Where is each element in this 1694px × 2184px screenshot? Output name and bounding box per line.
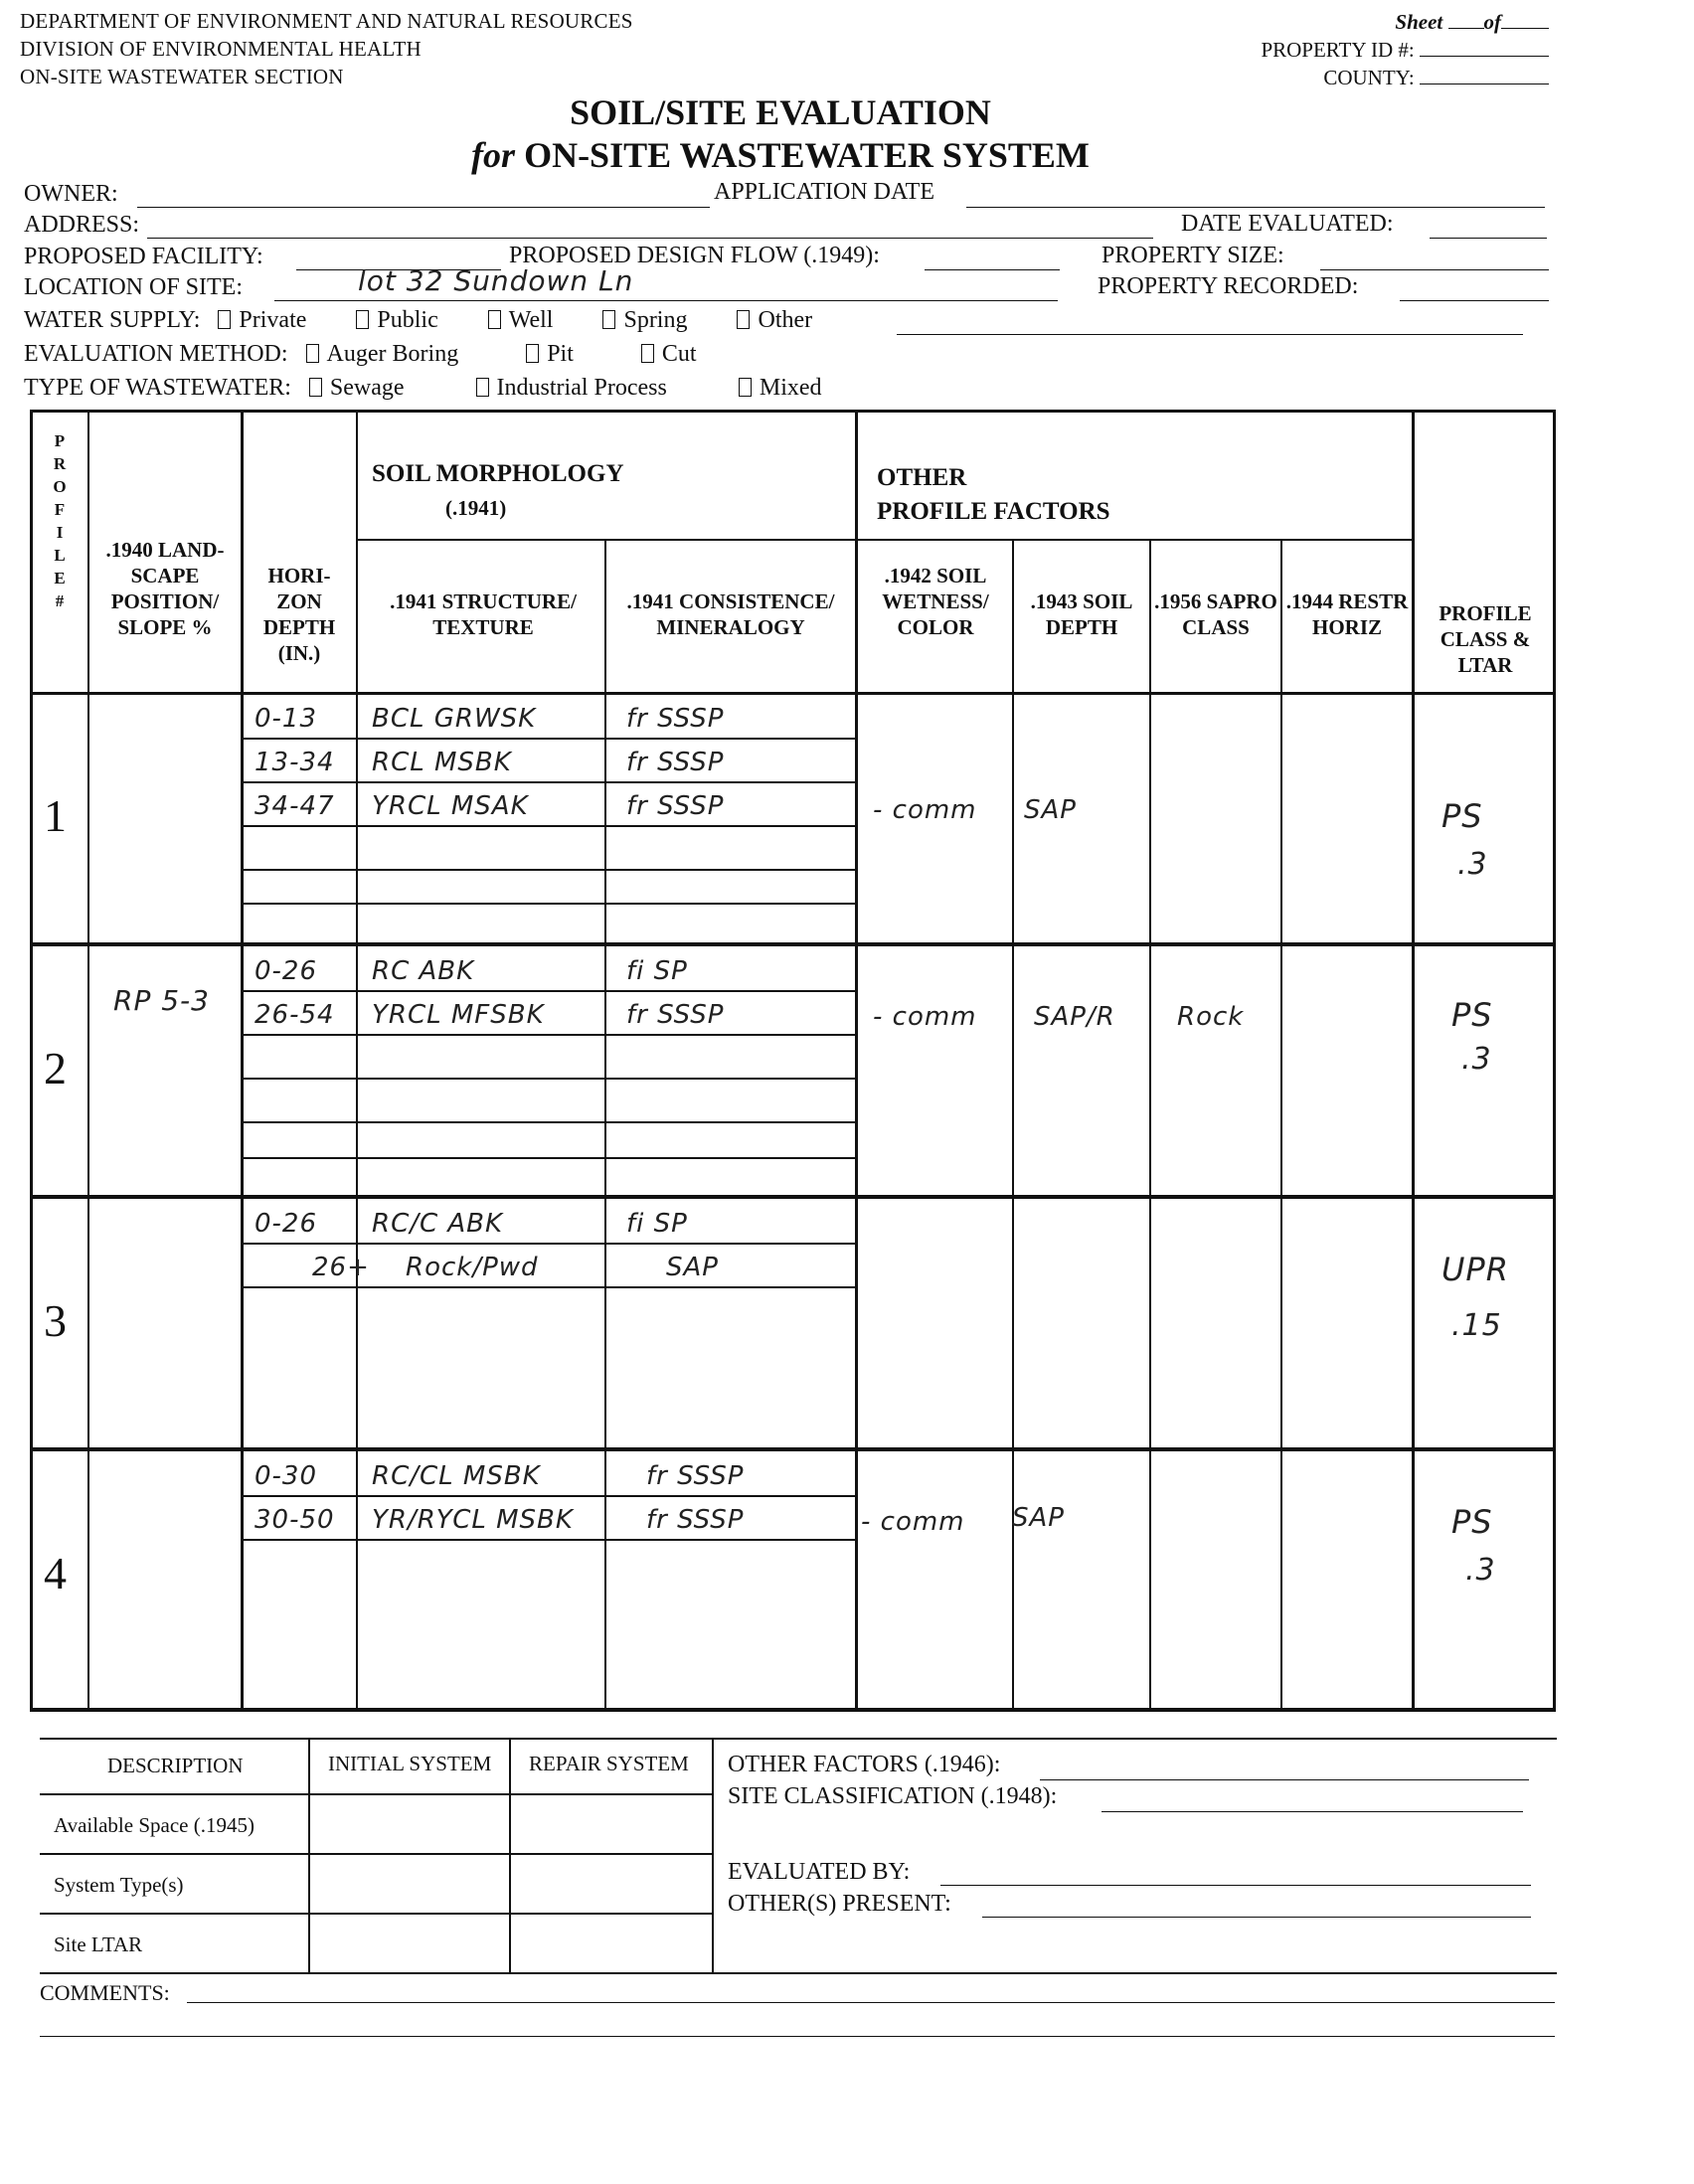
spring-checkbox[interactable] bbox=[602, 310, 615, 329]
summary-col-description: DESCRIPTION bbox=[107, 1754, 244, 1777]
other-factors-label: OTHER FACTORS (.1946): bbox=[728, 1752, 1001, 1777]
wetness-header: .1942 SOIL WETNESS/ COLOR bbox=[882, 564, 989, 639]
industrial-process-checkbox[interactable] bbox=[476, 378, 489, 397]
p1-r3-structure: YRCL MSAK bbox=[372, 791, 529, 821]
evaluation-method-row: EVALUATION METHOD: Auger Boring Pit Cut bbox=[24, 341, 697, 367]
p3-r1-depth: 0-26 bbox=[254, 1209, 318, 1239]
p2-r1-depth: 0-26 bbox=[254, 956, 318, 986]
p1-r1-structure: BCL GRWSK bbox=[372, 704, 537, 734]
owner-label: OWNER: bbox=[24, 181, 118, 207]
property-recorded-line[interactable] bbox=[1400, 300, 1549, 301]
p3-r2-depth: 26+ bbox=[312, 1253, 370, 1282]
well-checkbox[interactable] bbox=[488, 310, 501, 329]
other-factors-header-2: PROFILE FACTORS bbox=[877, 498, 1110, 525]
p2-r2-structure: YRCL MFSBK bbox=[372, 1000, 545, 1030]
agency-line-2: DIVISION OF ENVIRONMENTAL HEALTH bbox=[20, 37, 422, 61]
address-label: ADDRESS: bbox=[24, 212, 140, 238]
p3-ltar: .15 bbox=[1451, 1308, 1502, 1343]
property-id-field[interactable]: PROPERTY ID #: bbox=[1261, 38, 1549, 63]
public-checkbox[interactable] bbox=[356, 310, 369, 329]
property-size-line[interactable] bbox=[1320, 269, 1549, 270]
summary-row-available-space: Available Space (.1945) bbox=[54, 1813, 254, 1837]
restr-header: .1944 RESTR HORIZ bbox=[1285, 589, 1409, 639]
comments-label: COMMENTS: bbox=[40, 1980, 170, 2005]
mixed-checkbox[interactable] bbox=[739, 378, 752, 397]
sheet-label: Sheet of bbox=[1395, 10, 1549, 35]
design-flow-label: PROPOSED DESIGN FLOW (.1949): bbox=[509, 243, 880, 268]
p1-r1-depth: 0-13 bbox=[254, 704, 318, 734]
county-field[interactable]: COUNTY: bbox=[1323, 66, 1549, 90]
summary-row-site-ltar: Site LTAR bbox=[54, 1932, 143, 1956]
p1-r2-depth: 13-34 bbox=[254, 748, 335, 777]
agency-line-1: DEPARTMENT OF ENVIRONMENT AND NATURAL RESOURCES bbox=[20, 9, 633, 33]
site-classification-label: SITE CLASSIFICATION (.1948): bbox=[728, 1783, 1058, 1809]
cut-checkbox[interactable] bbox=[641, 344, 654, 363]
p1-class: PS bbox=[1441, 797, 1483, 835]
proposed-facility-label: PROPOSED FACILITY: bbox=[24, 244, 263, 269]
p4-soil-depth: SAP bbox=[1012, 1503, 1065, 1533]
others-present-line[interactable] bbox=[982, 1917, 1531, 1918]
p4-class: PS bbox=[1451, 1503, 1493, 1541]
sapro-header: .1956 SAPRO CLASS bbox=[1154, 589, 1277, 639]
agency-line-3: ON-SITE WASTEWATER SECTION bbox=[20, 65, 344, 88]
site-classification-line[interactable] bbox=[1101, 1811, 1523, 1812]
p4-r2-structure: YR/RYCL MSBK bbox=[372, 1505, 574, 1535]
p1-wetness: - comm bbox=[873, 795, 977, 825]
profile-number-1: 1 bbox=[44, 790, 67, 841]
soil-morphology-header: SOIL MORPHOLOGY bbox=[372, 460, 624, 487]
p4-r2-depth: 30-50 bbox=[254, 1505, 335, 1535]
summary-row-system-type: System Type(s) bbox=[54, 1873, 184, 1897]
p2-wetness: - comm bbox=[873, 1002, 977, 1032]
profile-number-3: 3 bbox=[44, 1295, 67, 1346]
others-present-label: OTHER(S) PRESENT: bbox=[728, 1891, 951, 1917]
p2-ltar: .3 bbox=[1461, 1042, 1492, 1077]
owner-line[interactable] bbox=[137, 207, 710, 208]
p3-class: UPR bbox=[1441, 1251, 1509, 1288]
other-factors-line[interactable] bbox=[1040, 1779, 1529, 1780]
p4-wetness: - comm bbox=[861, 1507, 965, 1537]
structure-header: .1941 STRUCTURE/ TEXTURE bbox=[390, 589, 577, 639]
p3-r2-structure: Rock/Pwd bbox=[406, 1253, 539, 1282]
profile-class-header: PROFILE CLASS & LTAR bbox=[1439, 601, 1532, 677]
p1-r3-consistence: fr SSSP bbox=[626, 791, 725, 821]
p1-r1-consistence: fr SSSP bbox=[626, 704, 725, 734]
p3-r1-structure: RC/C ABK bbox=[372, 1209, 504, 1239]
p2-soil-depth: SAP/R bbox=[1034, 1002, 1115, 1032]
comments-line-1[interactable] bbox=[187, 2002, 1555, 2003]
pit-checkbox[interactable] bbox=[526, 344, 539, 363]
summary-col-initial: INITIAL SYSTEM bbox=[328, 1752, 492, 1775]
location-label: LOCATION OF SITE: bbox=[24, 274, 243, 300]
soil-morphology-code: (.1941) bbox=[445, 496, 507, 520]
date-evaluated-line[interactable] bbox=[1430, 238, 1547, 239]
p3-r1-consistence: fi SP bbox=[626, 1209, 688, 1239]
horizon-header: HORI- ZON DEPTH (IN.) bbox=[262, 564, 336, 665]
other-checkbox[interactable] bbox=[737, 310, 750, 329]
evaluated-by-line[interactable] bbox=[940, 1885, 1531, 1886]
form-title: SOIL/SITE EVALUATION bbox=[570, 92, 991, 132]
address-line[interactable] bbox=[147, 238, 1153, 239]
other-factors-header-1: OTHER bbox=[877, 464, 967, 491]
p1-r3-depth: 34-47 bbox=[254, 791, 335, 821]
auger-boring-checkbox[interactable] bbox=[306, 344, 319, 363]
design-flow-line[interactable] bbox=[925, 269, 1060, 270]
landscape-header: .1940 LAND- SCAPE POSITION/ SLOPE % bbox=[105, 538, 225, 639]
p4-r1-consistence: fr SSSP bbox=[646, 1461, 745, 1491]
property-recorded-label: PROPERTY RECORDED: bbox=[1098, 273, 1359, 299]
summary-col-repair: REPAIR SYSTEM bbox=[529, 1752, 689, 1775]
sewage-checkbox[interactable] bbox=[309, 378, 322, 397]
p4-r1-depth: 0-30 bbox=[254, 1461, 318, 1491]
profile-number-4: 4 bbox=[44, 1548, 67, 1598]
p3-r2-consistence: SAP bbox=[666, 1253, 719, 1282]
property-size-label: PROPERTY SIZE: bbox=[1101, 243, 1284, 268]
p2-r2-consistence: fr SSSP bbox=[626, 1000, 725, 1030]
application-date-line[interactable] bbox=[966, 207, 1545, 208]
p1-r2-structure: RCL MSBK bbox=[372, 748, 512, 777]
p1-r2-consistence: fr SSSP bbox=[626, 748, 725, 777]
comments-line-2[interactable] bbox=[40, 2036, 1555, 2037]
other-water-line[interactable] bbox=[897, 334, 1523, 335]
p2-class: PS bbox=[1451, 996, 1493, 1034]
consistence-header: .1941 CONSISTENCE/ MINERALOGY bbox=[626, 589, 835, 639]
form-subtitle: for ON-SITE WASTEWATER SYSTEM bbox=[471, 135, 1090, 175]
profile-number-2: 2 bbox=[44, 1043, 67, 1093]
application-date-label: APPLICATION DATE bbox=[714, 179, 934, 205]
location-handwritten: lot 32 Sundown Ln bbox=[358, 264, 634, 297]
p2-landscape: RP 5-3 bbox=[113, 984, 210, 1017]
p4-ltar: .3 bbox=[1465, 1553, 1496, 1588]
soil-depth-header: .1943 SOIL DEPTH bbox=[1030, 589, 1133, 639]
soil-profile-table bbox=[30, 410, 1556, 1712]
p2-sapro: Rock bbox=[1177, 1002, 1245, 1032]
p4-r1-structure: RC/CL MSBK bbox=[372, 1461, 541, 1491]
private-checkbox[interactable] bbox=[218, 310, 231, 329]
p2-r1-structure: RC ABK bbox=[372, 956, 475, 986]
p1-soil-depth: SAP bbox=[1024, 795, 1077, 825]
evaluated-by-label: EVALUATED BY: bbox=[728, 1859, 911, 1885]
water-supply-row: WATER SUPPLY: Private Public Well Spring Other bbox=[24, 307, 813, 333]
p1-ltar: .3 bbox=[1457, 847, 1488, 882]
p2-r1-consistence: fi SP bbox=[626, 956, 688, 986]
profile-header: P R O F I L E # bbox=[53, 431, 67, 610]
wastewater-type-row: TYPE OF WASTEWATER: Sewage Industrial Process Mixed bbox=[24, 375, 822, 401]
date-evaluated-label: DATE EVALUATED: bbox=[1181, 211, 1394, 237]
location-line[interactable] bbox=[274, 300, 1058, 301]
p2-r2-depth: 26-54 bbox=[254, 1000, 335, 1030]
p4-r2-consistence: fr SSSP bbox=[646, 1505, 745, 1535]
